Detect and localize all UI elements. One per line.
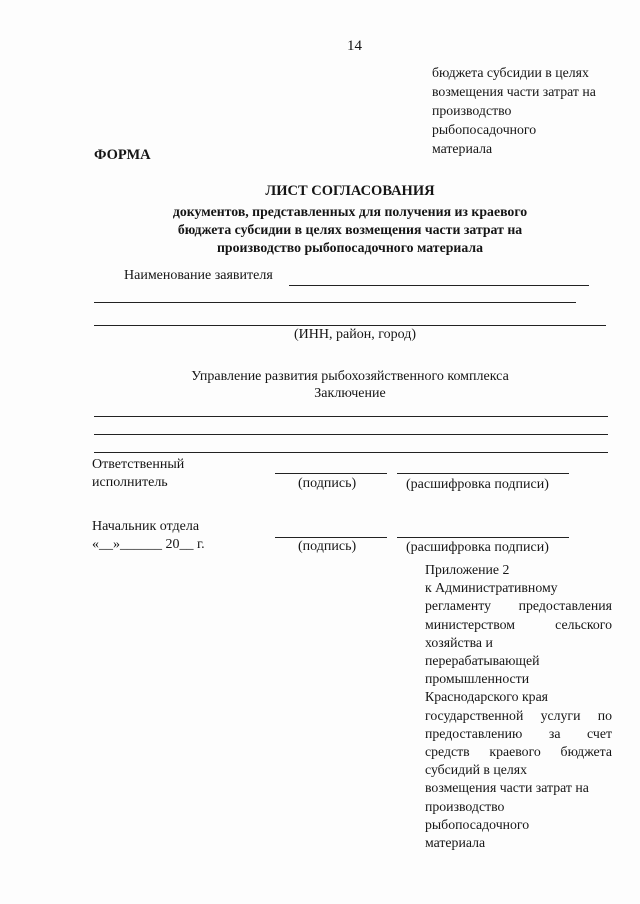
role-line: Начальник отдела [92, 519, 200, 534]
date-line: «__»______ 20__ г. [92, 537, 205, 552]
signature-caption: (подпись) [298, 539, 357, 554]
subtitle-line: бюджета субсидии в целях возмещения части затрат на [177, 222, 523, 237]
name-decoding-caption: (расшифровка подписи) [406, 540, 549, 555]
appendix-line: хозяйства и [425, 634, 493, 650]
appendix-line: материала [425, 835, 486, 851]
top-note-line: материала [432, 141, 493, 156]
appendix-line: промышленности [425, 671, 530, 687]
document-title: ЛИСТ СОГЛАСОВАНИЯ [265, 183, 435, 199]
appendix-line: Краснодарского края [425, 689, 549, 705]
appendix-line: субсидий в целях [425, 762, 528, 778]
conclusion-line-1[interactable] [94, 416, 608, 417]
appendix-line: к Административному [425, 580, 558, 596]
applicant-name-line-2[interactable] [94, 302, 576, 303]
name-decoding-line[interactable] [397, 537, 569, 538]
top-note [432, 63, 622, 158]
appendix-line: предоставлению за счет [425, 725, 612, 741]
appendix-line: рыбопосадочного [425, 816, 530, 832]
subtitle-line: документов, представленных для получения из краевого [172, 204, 528, 219]
appendix-line: министерством сельского [425, 616, 612, 632]
signature-line[interactable] [275, 473, 387, 474]
name-decoding-line[interactable] [397, 473, 569, 474]
appendix-line: государственной услуги по [425, 707, 612, 723]
department-name: Управление развития рыбохозяйственного комплекса [191, 369, 509, 384]
page-number: 14 [347, 38, 362, 54]
top-note-line: бюджета субсидии в целях [432, 65, 589, 80]
appendix-line: возмещения части затрат на [425, 780, 589, 796]
conclusion-label: Заключение [314, 386, 386, 401]
appendix-line: Приложение 2 [425, 562, 510, 577]
appendix-line: производство [425, 798, 505, 814]
applicant-name-line[interactable] [289, 285, 589, 286]
signature-caption: (подпись) [298, 476, 357, 491]
form-label: ФОРМА [94, 147, 151, 163]
appendix-line: регламенту предоставления [425, 598, 612, 614]
role-line: Ответственный [92, 457, 185, 472]
department-block [140, 368, 560, 402]
role-line: исполнитель [92, 475, 168, 490]
name-decoding-caption: (расшифровка подписи) [406, 477, 549, 492]
subtitle-line: производство рыбопосадочного материала [216, 240, 483, 255]
applicant-name-line-3[interactable] [94, 325, 606, 326]
conclusion-line-2[interactable] [94, 434, 608, 435]
top-note-line: рыбопосадочного [432, 122, 537, 137]
top-note-line: возмещения части затрат на [432, 84, 596, 99]
responsible-executor-label [92, 456, 184, 492]
appendix-note [425, 561, 612, 852]
inn-caption: (ИНН, район, город) [294, 327, 416, 342]
signature-line[interactable] [275, 537, 387, 538]
applicant-label: Наименование заявителя [124, 268, 273, 283]
appendix-line: средств краевого бюджета [425, 744, 612, 760]
conclusion-line-3[interactable] [94, 452, 608, 453]
document-subtitle [130, 203, 570, 257]
top-note-line: производство [432, 103, 512, 118]
appendix-line: перерабатывающей [425, 653, 540, 669]
department-head-label [92, 518, 205, 554]
